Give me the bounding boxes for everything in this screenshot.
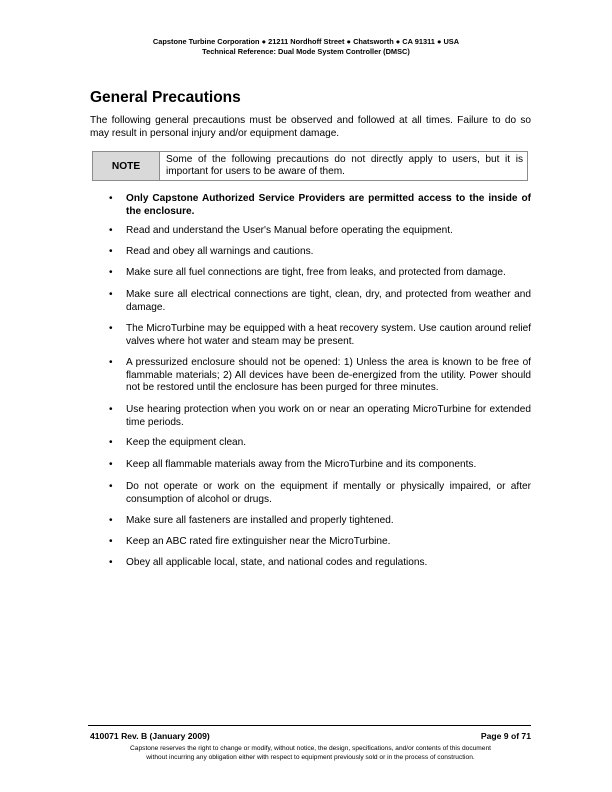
list-item-text: Read and understand the User's Manual before operating the equipment. xyxy=(126,225,453,236)
page-header xyxy=(0,37,612,57)
bullet-icon: • xyxy=(109,481,113,492)
bullet-icon: • xyxy=(109,246,113,257)
note-label: NOTE xyxy=(93,152,160,181)
bullet-icon: • xyxy=(109,437,113,448)
list-item-text: Keep the equipment clean. xyxy=(126,437,247,448)
bullet-icon: • xyxy=(109,267,113,278)
header-document-title: Technical Reference: Dual Mode System Controller (DMSC) xyxy=(202,47,410,56)
list-item-text: Make sure all fasteners are installed and properly tightened. xyxy=(126,515,394,526)
note-box xyxy=(92,151,528,181)
page-number: Page 9 of 71 xyxy=(480,731,531,741)
list-item xyxy=(109,267,531,280)
list-item xyxy=(109,557,531,570)
list-item xyxy=(109,459,531,472)
list-item xyxy=(109,323,531,348)
header-company-address: Capstone Turbine Corporation ● 21211 Nordhoff Street ● Chatsworth ● CA 91311 ● USA xyxy=(152,37,460,46)
list-item xyxy=(109,536,531,549)
document-revision: 410071 Rev. B (January 2009) xyxy=(90,731,210,741)
list-item xyxy=(109,481,531,506)
bullet-icon: • xyxy=(109,515,113,526)
list-item-text: Make sure all electrical connections are tight, clean, dry, and protected from weather and damage. xyxy=(126,289,531,313)
bullet-icon: • xyxy=(109,536,113,547)
list-item-text: The MicroTurbine may be equipped with a heat recovery system. Use caution around relief valves where hot water and steam may be present. xyxy=(126,323,531,347)
bullet-icon: • xyxy=(109,193,113,204)
note-text: Some of the following precautions do not directly apply to users, but it is important for users to be aware of them. xyxy=(160,152,528,181)
section-title: General Precautions xyxy=(90,89,241,106)
list-item xyxy=(109,225,531,238)
bullet-icon: • xyxy=(109,557,113,568)
list-item-text: Keep an ABC rated fire extinguisher near the MicroTurbine. xyxy=(126,536,391,547)
bullet-icon: • xyxy=(109,323,113,334)
list-item xyxy=(109,246,531,259)
bullet-icon: • xyxy=(109,289,113,300)
list-item xyxy=(109,193,531,218)
list-item xyxy=(109,437,531,450)
list-item-text: Read and obey all warnings and cautions. xyxy=(126,246,314,257)
list-item-text: Use hearing protection when you work on or near an operating MicroTurbine for extended time periods. xyxy=(126,404,531,428)
footer-divider xyxy=(88,725,531,726)
list-item-text: Keep all flammable materials away from the MicroTurbine and its components. xyxy=(126,459,477,470)
list-item xyxy=(109,515,531,528)
intro-paragraph: The following general precautions must be observed and followed at all times. Failure to do so may result in personal injury and/or equipment damage. xyxy=(90,115,531,139)
list-item xyxy=(109,289,531,314)
list-item xyxy=(109,357,531,395)
list-item-text: A pressurized enclosure should not be opened: 1) Unless the area is known to be free of flammable materials; 2) All devices have been de-energized from the utility. Power should not be restored until the enclosure has been purged for three minutes. xyxy=(126,357,531,393)
list-item-text: Make sure all fuel connections are tight, free from leaks, and protected from damage. xyxy=(126,267,506,278)
disclaimer-line-1: Capstone reserves the right to change or modify, without notice, the design, specifications, and/or contents of this document xyxy=(130,745,491,752)
footer-disclaimer xyxy=(90,744,531,762)
bullet-icon: • xyxy=(109,404,113,415)
list-item-text: Only Capstone Authorized Service Providers are permitted access to the inside of the enclosure. xyxy=(126,193,531,217)
list-item-text: Do not operate or work on the equipment if mentally or physically impaired, or after consumption of alcohol or drugs. xyxy=(126,481,531,505)
disclaimer-line-2: without incurring any obligation either with respect to equipment previously sold or in the process of construction. xyxy=(146,754,475,761)
list-item-text: Obey all applicable local, state, and national codes and regulations. xyxy=(126,557,428,568)
page-footer xyxy=(90,730,531,742)
bullet-icon: • xyxy=(109,459,113,470)
list-item xyxy=(109,404,531,429)
bullet-icon: • xyxy=(109,357,113,368)
bullet-icon: • xyxy=(109,225,113,236)
